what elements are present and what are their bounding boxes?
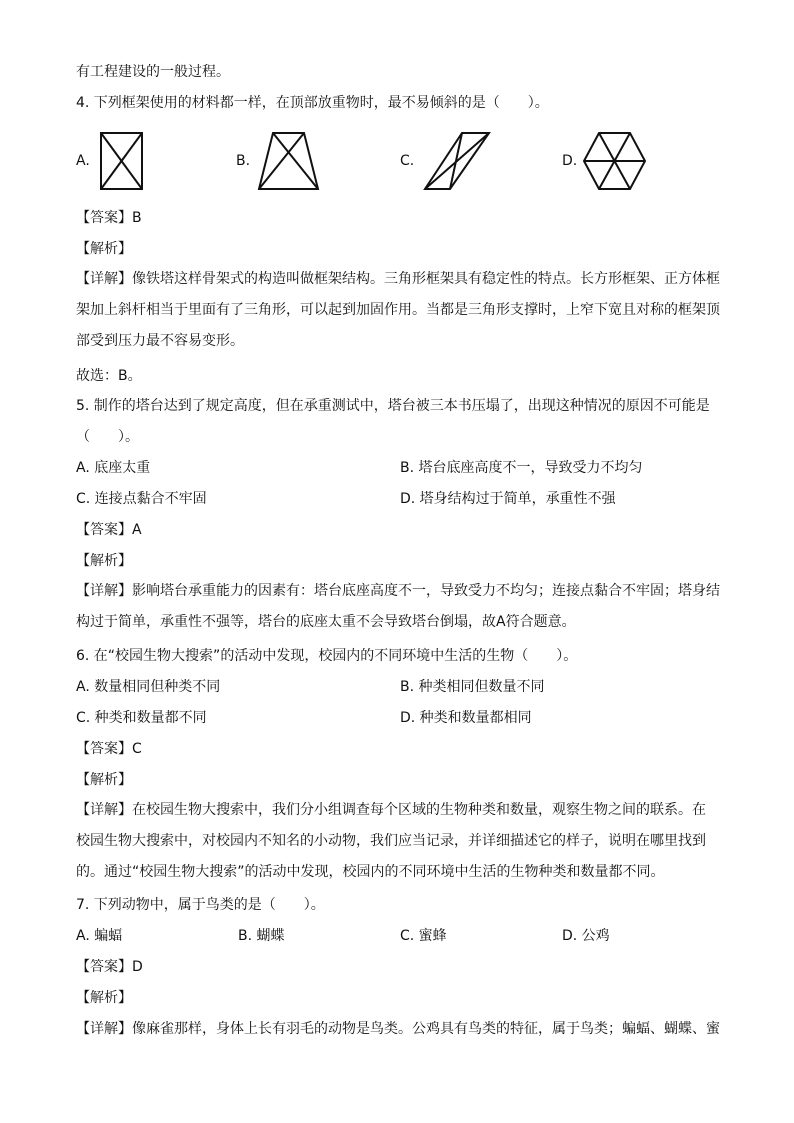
q7-answer: 【答案】D	[76, 959, 143, 975]
q5-detail-line: 【详解】影响塔台承重能力的因素有：塔台底座高度不一，导致受力不均匀；连接点黏合不牢固；塔身结	[76, 583, 720, 599]
q4-label-c: C.	[400, 153, 415, 169]
q5-stem-line: 5. 制作的塔台达到了规定高度，但在承重测试中，塔台被三本书压塌了，出现这种情况的原因不可能是	[76, 398, 710, 414]
q5-option-b: B. 塔台底座高度不一，导致受力不均匀	[400, 460, 643, 476]
q4-detail-line: 【详解】像铁塔这样骨架式的构造叫做框架结构。三角形框架具有稳定性的特点。长方形框架、正方体框	[76, 271, 720, 287]
q6-option-d: D. 种类和数量都相同	[400, 710, 532, 726]
q4-conclusion: 故选：B。	[76, 368, 142, 384]
q7-analysis-heading: 【解析】	[76, 990, 132, 1006]
q6-detail	[76, 795, 718, 888]
q5-detail	[76, 576, 718, 638]
q7-stem: 7. 下列动物中，属于鸟类的是（ ）。	[76, 897, 325, 913]
q6-analysis-heading: 【解析】	[76, 772, 132, 788]
q5-option-d: D. 塔身结构过于简单，承重性不强	[400, 491, 616, 507]
q7-option-d: D. 公鸡	[562, 928, 610, 944]
q4-label-a: A.	[76, 153, 90, 169]
q7-detail-line: 【详解】像麻雀那样，身体上长有羽毛的动物是鸟类。公鸡具有鸟类的特征，属于鸟类；蝙蝠、蝴蝶、蜜	[76, 1021, 720, 1037]
q4-figure-b-trapezoid	[256, 130, 322, 192]
q7-option-b: B. 蝴蝶	[238, 928, 285, 944]
q4-figure-c-parallelogram	[422, 130, 492, 192]
q6-detail-line: 【详解】在校园生物大搜索中，我们分小组调查每个区域的生物种类和数量，观察生物之间的联系。在	[76, 802, 706, 818]
q4-figure-d-hexagon	[582, 130, 648, 192]
q4-detail-line: 部受到压力最不容易变形。	[76, 333, 244, 349]
q7-option-a: A. 蝙蝠	[76, 928, 123, 944]
q5-option-a: A. 底座太重	[76, 460, 151, 476]
q6-answer: 【答案】C	[76, 741, 142, 757]
q5-stem	[76, 391, 718, 453]
q6-stem: 6. 在“校园生物大搜索”的活动中发现，校园内的不同环境中生活的生物（ ）。	[76, 648, 578, 664]
intro-line: 有工程建设的一般过程。	[76, 64, 230, 80]
q4-label-d: D.	[562, 153, 578, 169]
q4-figure-a-rectangle	[98, 130, 146, 192]
q5-option-c: C. 连接点黏合不牢固	[76, 491, 207, 507]
q4-stem: 4. 下列框架使用的材料都一样，在顶部放重物时，最不易倾斜的是（ ）。	[76, 95, 549, 111]
q4-detail	[76, 264, 718, 357]
q7-option-c: C. 蜜蜂	[400, 928, 447, 944]
q6-option-c: C. 种类和数量都不同	[76, 710, 207, 726]
q6-option-b: B. 种类相同但数量不同	[400, 679, 545, 695]
q6-option-a: A. 数量相同但种类不同	[76, 679, 221, 695]
q4-label-b: B.	[236, 153, 251, 169]
q4-analysis-heading: 【解析】	[76, 241, 132, 257]
q4-detail-line: 架加上斜杆相当于里面有了三角形，可以起到加固作用。当都是三角形支撑时，上窄下宽且对称的框架顶	[76, 302, 720, 318]
q5-detail-line: 构过于简单，承重性不强等，塔台的底座太重不会导致塔台倒塌，故A符合题意。	[76, 614, 576, 630]
q5-stem-line: （ ）。	[76, 429, 139, 445]
q6-detail-line: 的。通过“校园生物大搜索”的活动中发现，校园内的不同环境中生活的生物种类和数量都不同。	[76, 864, 665, 880]
q5-answer: 【答案】A	[76, 522, 142, 538]
q6-detail-line: 校园生物大搜索中，对校园内不知名的小动物，我们应当记录，并详细描述它的样子，说明在哪里找到	[76, 833, 706, 849]
q4-answer: 【答案】B	[76, 210, 142, 226]
q5-analysis-heading: 【解析】	[76, 553, 132, 569]
